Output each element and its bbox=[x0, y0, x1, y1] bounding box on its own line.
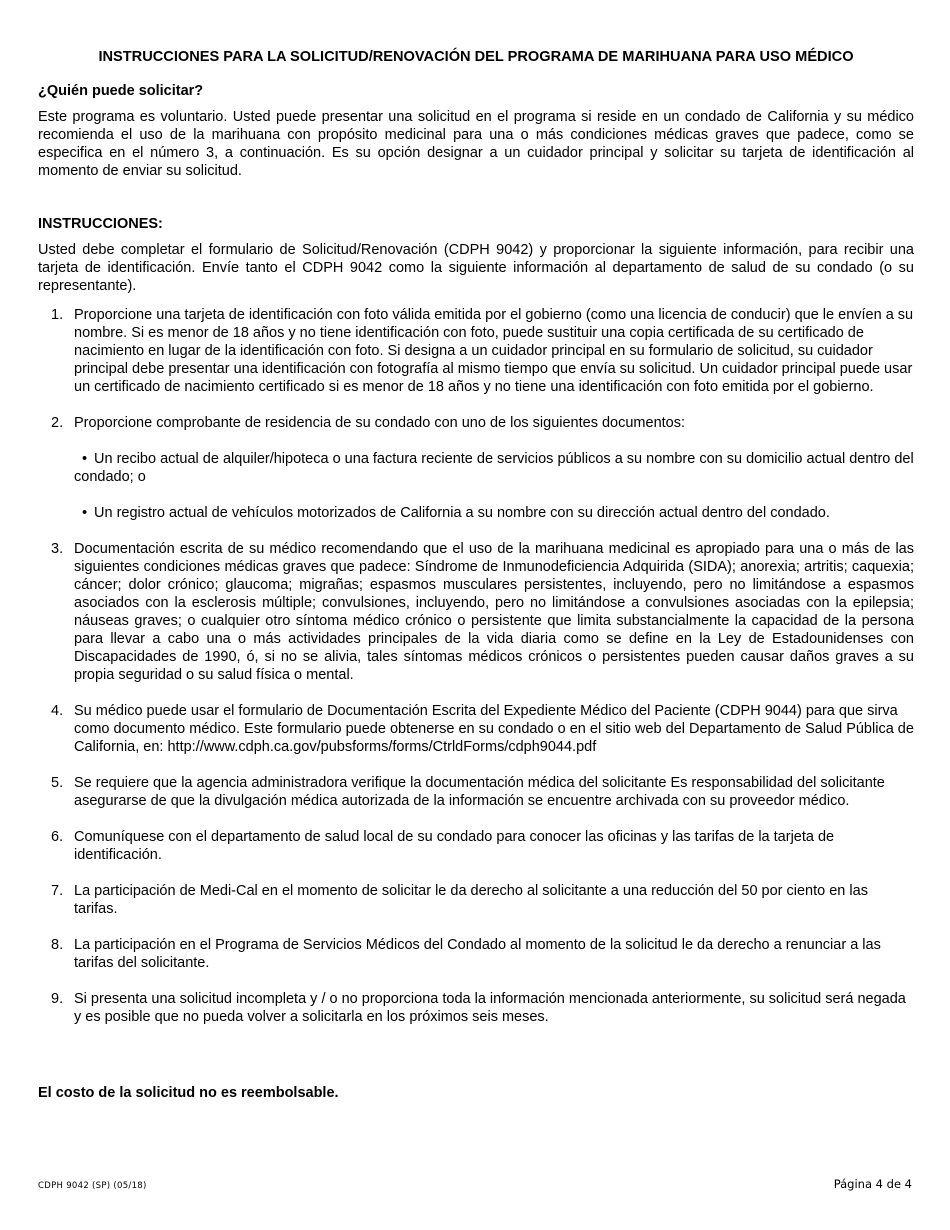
bullet-item bbox=[38, 450, 914, 486]
item-text: Proporcione comprobante de residencia de su condado con uno de los siguientes documentos: bbox=[74, 415, 686, 431]
item-text: Su médico puede usar el formulario de Documentación Escrita del Expediente Médico del Paciente (CDPH 9044) para que sirva como documento médico. Este formulario puede obtenerse en su condado o en el sitio web del Departamento de Salud Pública de California, en: http://www.cdph.ca.gov/pubsforms/forms/CtrldForms/cdph9044.pdf bbox=[74, 703, 914, 755]
instructions-list bbox=[38, 306, 914, 1026]
bullet-item bbox=[38, 504, 914, 522]
item-number: 6. bbox=[51, 829, 64, 845]
page-number: Página 4 de 4 bbox=[833, 1177, 912, 1191]
document-page bbox=[38, 48, 914, 1044]
item-text: Proporcione una tarjeta de identificación con foto válida emitida por el gobierno (como una licencia de conducir) que le envíen a su nombre. Si es menor de 18 años y no tiene identificación con foto, puede sustituir una copia certificada de su certificado de nacimiento en lugar de la identificación con foto. Si designa a un cuidador principal en su formulario de solicitud, su cuidador principal debe presentar una identificación con fotografía al mismo tiempo que envía su solicitud. Un cuidador principal puede usar un certificado de nacimiento certificado si es menor de 18 años y no tiene una identificación con foto emitida por el gobierno. bbox=[74, 307, 914, 395]
item-number: 5. bbox=[51, 775, 64, 791]
list-item bbox=[38, 306, 914, 396]
instructions-intro: Usted debe completar el formulario de Solicitud/Renovación (CDPH 9042) y proporcionar la siguiente información, para recibir una tarjeta de identificación. Envíe tanto el CDPH 9042 como la siguiente información al departamento de salud de su condado (o su representante). bbox=[38, 242, 914, 294]
item-number: 4. bbox=[51, 703, 64, 719]
instructions-heading: INSTRUCCIONES: bbox=[38, 216, 163, 232]
item-number: 1. bbox=[51, 307, 64, 323]
item-text: Comuníquese con el departamento de salud local de su condado para conocer las oficinas y las tarifas de la tarjeta de identificación. bbox=[74, 829, 835, 863]
bullet-text: Un registro actual de vehículos motorizados de California a su nombre con su dirección actual dentro del condado. bbox=[94, 505, 830, 521]
list-item bbox=[38, 882, 914, 918]
bullet-icon: • bbox=[74, 451, 88, 467]
item-number: 3. bbox=[51, 541, 64, 557]
residence-documents-list bbox=[38, 450, 914, 522]
page-title: INSTRUCCIONES PARA LA SOLICITUD/RENOVACIÓN DEL PROGRAMA DE MARIHUANA PARA USO MÉDICO bbox=[98, 49, 854, 65]
list-item bbox=[38, 828, 914, 864]
item-text: La participación en el Programa de Servicios Médicos del Condado al momento de la solicitud le da derecho a renunciar a las tarifas del solicitante. bbox=[74, 937, 881, 971]
list-item bbox=[38, 702, 914, 756]
list-item bbox=[38, 936, 914, 972]
who-paragraph: Este programa es voluntario. Usted puede presentar una solicitud en el programa si reside en un condado de California y su médico recomienda el uso de la marihuana con propósito medicinal para una o más condiciones médicas graves que padece, como se especifica en el número 3, a continuación. Es su opción designar a un cuidador principal y solicitar su tarjeta de identificación al momento de enviar su solicitud. bbox=[38, 109, 914, 179]
list-item bbox=[38, 414, 914, 522]
item-number: 9. bbox=[51, 991, 64, 1007]
list-item bbox=[38, 774, 914, 810]
who-heading: ¿Quién puede solicitar? bbox=[38, 83, 204, 99]
item-text: La participación de Medi-Cal en el momento de solicitar le da derecho al solicitante a una reducción del 50 por ciento en las tarifas. bbox=[74, 883, 868, 917]
form-id: CDPH 9042 (SP) (05/18) bbox=[38, 1181, 147, 1191]
non-refundable-notice: El costo de la solicitud no es reembolsable. bbox=[38, 1085, 339, 1101]
item-number: 8. bbox=[51, 937, 64, 953]
list-item bbox=[38, 990, 914, 1026]
item-number: 2. bbox=[51, 415, 64, 431]
item-text: Documentación escrita de su médico recomendando que el uso de la marihuana medicinal es apropiado para una o más de las siguientes condiciones médicas graves que padece: Síndrome de Inmunodeficiencia Adquirida (SIDA); anorexia; artritis; caquexia; cáncer; dolor crónico; glaucoma; migrañas; espasmos musculares persistentes, incluyendo, pero no limitándose a espasmos asociados con la esclerosis múltiple; convulsiones, incluyendo, pero no limitándose a convulsiones asociadas con la epilepsia; náuseas graves; o cualquier otro síntoma médico crónico o persistente que limita substancialmente la capacidad de la persona para llevar a cabo una o más actividades principales de la vida diaria como se define en la Ley de Estadounidenses con Discapacidades de 1990, ó, si no se alivia, tales síntomas médicos crónicos o persistentes pueden causar daños graves a su propia seguridad o su salud física o mental. bbox=[74, 541, 914, 683]
bullet-icon: • bbox=[74, 505, 88, 521]
bullet-text: Un recibo actual de alquiler/hipoteca o una factura reciente de servicios públicos a su nombre con su domicilio actual dentro del condado; o bbox=[74, 451, 914, 485]
item-text: Se requiere que la agencia administradora verifique la documentación médica del solicitante Es responsabilidad del solicitante asegurarse de que la divulgación médica autorizada de la información se encuentre archivada con su proveedor médico. bbox=[74, 775, 885, 809]
item-text: Si presenta una solicitud incompleta y / o no proporciona toda la información mencionada anteriormente, su solicitud será negada y es posible que no pueda volver a solicitarla en los próximos seis meses. bbox=[74, 991, 906, 1025]
list-item bbox=[38, 540, 914, 684]
item-number: 7. bbox=[51, 883, 64, 899]
